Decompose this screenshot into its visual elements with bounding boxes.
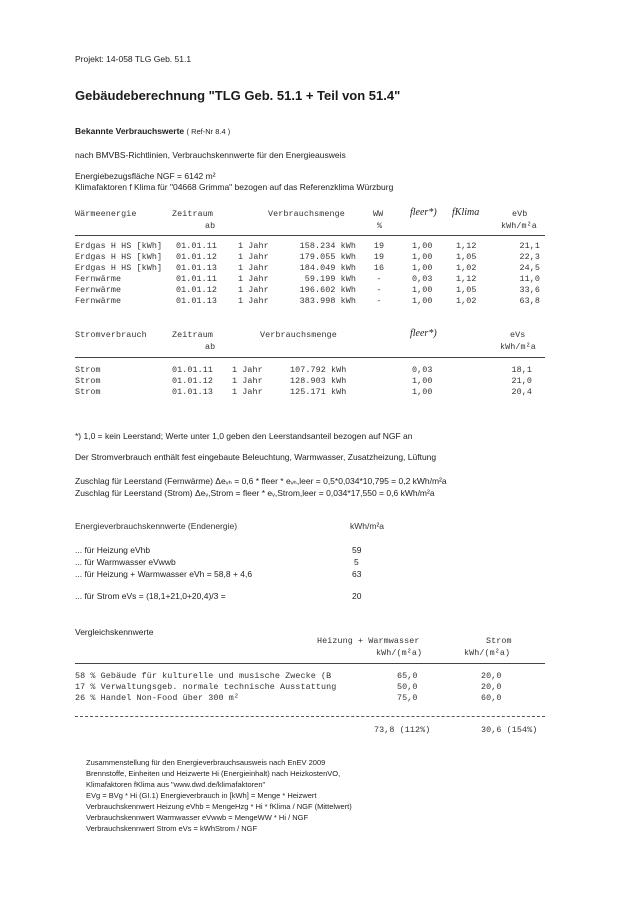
heat-row-ww: 19 — [373, 241, 385, 251]
klima-line: Klimafaktoren f Klima für "04668 Grimma" bezogen auf das Referenzklima Würzburg — [75, 182, 394, 192]
heat-row-span: 1 Jahr — [238, 263, 269, 273]
power-header-divider — [75, 357, 545, 358]
zuschlag-fernwaerme: Zuschlag für Leerstand (Fernwärme) Δeᵥₕ = 0,6 * fleer * eᵥₕ,leer = 0,5*0,034*10,795 = 0,2 kWh/m²a — [75, 476, 447, 486]
source-line: nach BMVBS-Richtlinien, Verbrauchskennwerte für den Energieausweis — [75, 150, 346, 160]
strom-info-note: Der Stromverbrauch enthält fest eingebaute Beleuchtung, Warmwasser, Zusatzheizung, Lüftung — [75, 452, 437, 462]
heat-row-span: 1 Jahr — [238, 274, 269, 284]
heat-row-date: 01.01.13 — [176, 263, 218, 273]
heat-row-fklima: 1,12 — [456, 274, 477, 284]
ngf-line: Energiebezugsfläche NGF = 6142 m² — [75, 171, 216, 181]
power-row-energy: Strom — [75, 387, 101, 397]
kennwert-label: ... für Heizung + Warmwasser eVh = 58,8 + 4,6 — [75, 569, 253, 579]
heat-row-date: 01.01.13 — [176, 296, 218, 306]
vergleich-col-strom-unit: kWh/(m²a) — [464, 648, 511, 658]
kennwert-label: ... für Heizung eVhb — [75, 545, 151, 555]
power-row-date: 01.01.13 — [172, 387, 214, 397]
heat-row-date: 01.01.12 — [176, 285, 218, 295]
vergleich-row-label: 26 % Handel Non-Food über 300 m² — [75, 693, 240, 703]
footer-line: EVg = BVg * Hi (GI.1) Energieverbrauch in [kWh] = Menge * Heizwert — [86, 791, 317, 800]
power-col-fleer: fleer*) — [410, 328, 437, 339]
heat-row-fklima: 1,05 — [456, 252, 477, 262]
power-col-evs-unit: kWh/m²a — [500, 342, 536, 352]
heat-row-energy: Erdgas H HS [kWh] — [75, 241, 163, 251]
power-row-span: 1 Jahr — [232, 365, 263, 375]
heat-row-evb: 63,8 — [519, 296, 540, 306]
power-row-fleer: 0,03 — [412, 365, 433, 375]
heat-col-ww: WW — [373, 209, 384, 219]
heat-col-period-sub: ab — [205, 221, 216, 231]
heat-row-fleer: 1,00 — [412, 296, 433, 306]
power-row-amount: 125.171 kWh — [290, 387, 347, 397]
heat-row-evb: 22,3 — [519, 252, 540, 262]
vergleich-header-divider — [75, 663, 545, 664]
heat-row-energy: Erdgas H HS [kWh] — [75, 252, 163, 262]
footer-line: Brennstoffe, Einheiten und Heizwerte Hi (Energieinhalt) nach HeizkostenVO, — [86, 769, 341, 778]
power-row-evs: 21,0 — [511, 376, 532, 386]
heat-row-ww: - — [376, 285, 382, 295]
vergleich-col-heat: Heizung + Warmwasser — [317, 636, 420, 646]
heat-row-energy: Erdgas H HS [kWh] — [75, 263, 163, 273]
heat-row-fklima: 1,12 — [456, 241, 477, 251]
vergleich-row-label: 58 % Gebäude für kulturelle und musische Zwecke (B — [75, 671, 332, 681]
power-row-span: 1 Jahr — [232, 376, 263, 386]
vergleich-row-strom: 20,0 — [481, 671, 502, 681]
heat-col-fleer: fleer*) — [410, 207, 437, 218]
kennwert-label: ... für Strom eVs = (18,1+21,0+20,4)/3 = — [75, 591, 226, 601]
power-row-energy: Strom — [75, 376, 101, 386]
footer-line: Zusammenstellung für den Energieverbrauchsausweis nach EnEV 2009 — [86, 758, 326, 767]
heat-row-evb: 33,6 — [519, 285, 540, 295]
leerstand-note: *) 1,0 = kein Leerstand; Werte unter 1,0 geben den Leerstandsanteil bezogen auf NGF an — [75, 431, 413, 441]
heat-row-date: 01.01.11 — [176, 274, 218, 284]
power-row-span: 1 Jahr — [232, 387, 263, 397]
heat-col-fklima: fKlima — [452, 207, 480, 218]
kennwerte-unit: kWh/m²a — [350, 521, 384, 531]
vergleich-row-label: 17 % Verwaltungsgeb. normale technische Ausstattung — [75, 682, 337, 692]
power-row-amount: 107.792 kWh — [290, 365, 347, 375]
heat-row-date: 01.01.11 — [176, 241, 218, 251]
heat-col-energy: Wärmeenergie — [75, 209, 137, 219]
heat-row-amount: 383.998 kWh — [299, 296, 356, 306]
heat-row-fleer: 1,00 — [412, 241, 433, 251]
heat-row-span: 1 Jahr — [238, 241, 269, 251]
known-values-ref: ( Ref-Nr 8.4 ) — [186, 127, 231, 136]
heat-row-ww: 19 — [373, 252, 385, 262]
heat-row-ww: - — [376, 296, 382, 306]
vergleich-row-heat: 75,0 — [397, 693, 418, 703]
kennwert-value: 59 — [352, 545, 362, 555]
known-values-heading — [75, 126, 230, 136]
vergleich-row-heat: 65,0 — [397, 671, 418, 681]
heat-row-fleer: 0,03 — [412, 274, 433, 284]
heat-row-amount: 59.199 kWh — [304, 274, 356, 284]
heat-row-fleer: 1,00 — [412, 285, 433, 295]
page-title: Gebäudeberechnung "TLG Geb. 51.1 + Teil von 51.4" — [75, 88, 401, 103]
heat-row-amount: 158.234 kWh — [299, 241, 356, 251]
heat-row-evb: 11,0 — [519, 274, 540, 284]
vergleich-total-heat: 73,8 (112%) — [374, 725, 431, 735]
heat-col-evb: eVb — [512, 209, 528, 219]
vergleich-row-strom: 60,0 — [481, 693, 502, 703]
heat-row-fklima: 1,02 — [456, 296, 477, 306]
heat-row-span: 1 Jahr — [238, 252, 269, 262]
vergleich-row-strom: 20,0 — [481, 682, 502, 692]
vergleich-total-divider — [75, 716, 545, 717]
vergleich-total-strom: 30,6 (154%) — [481, 725, 538, 735]
kennwerte-heading: Energieverbrauchskennwerte (Endenergie) — [75, 521, 238, 531]
power-col-consumption: Verbrauchsmenge — [260, 330, 337, 340]
kennwert-value: 5 — [354, 557, 359, 567]
kennwert-label: ... für Warmwasser eVwwb — [75, 557, 176, 567]
vergleich-col-heat-unit: kWh/(m²a) — [376, 648, 423, 658]
power-row-date: 01.01.12 — [172, 376, 214, 386]
power-row-fleer: 1,00 — [412, 387, 433, 397]
heat-row-date: 01.01.12 — [176, 252, 218, 262]
heat-row-ww: - — [376, 274, 382, 284]
heat-header-divider — [75, 235, 545, 236]
footer-line: Klimafaktoren fKlima aus "www.dwd.de/klimafaktoren" — [86, 780, 266, 789]
project-line: Projekt: 14-058 TLG Geb. 51.1 — [75, 54, 192, 64]
power-row-evs: 18,1 — [511, 365, 532, 375]
heat-row-energy: Fernwärme — [75, 285, 122, 295]
power-row-amount: 128.903 kWh — [290, 376, 347, 386]
power-row-energy: Strom — [75, 365, 101, 375]
vergleich-col-strom: Strom — [486, 636, 512, 646]
footer-line: Verbrauchskennwert Strom eVs = kWhStrom / NGF — [86, 824, 258, 833]
heat-col-evb-unit: kWh/m²a — [501, 221, 537, 231]
heat-row-span: 1 Jahr — [238, 296, 269, 306]
heat-row-span: 1 Jahr — [238, 285, 269, 295]
heat-col-consumption: Verbrauchsmenge — [268, 209, 345, 219]
vergleich-row-heat: 50,0 — [397, 682, 418, 692]
power-row-evs: 20,4 — [511, 387, 532, 397]
kennwert-value: 20 — [352, 591, 362, 601]
zuschlag-strom: Zuschlag für Leerstand (Strom) Δeᵥ,Strom = fleer * eᵥ,Strom,leer = 0,034*17,550 = 0,6 kWh/m²a — [75, 488, 435, 498]
heat-row-evb: 21,1 — [519, 241, 540, 251]
heat-row-ww: 16 — [373, 263, 385, 273]
heat-row-fklima: 1,05 — [456, 285, 477, 295]
heat-row-energy: Fernwärme — [75, 274, 122, 284]
footer-line: Verbrauchskennwert Heizung eVhb = MengeHzg * Hi * fKlima / NGF (Mittelwert) — [86, 802, 352, 811]
power-row-date: 01.01.11 — [172, 365, 214, 375]
known-values-title: Bekannte Verbrauchswerte — [75, 126, 185, 136]
heat-row-fleer: 1,00 — [412, 252, 433, 262]
heat-row-fleer: 1,00 — [412, 263, 433, 273]
footer-line: Verbrauchskennwert Warmwasser eVwwb = MengeWW * Hi / NGF — [86, 813, 309, 822]
power-col-period: Zeitraum — [172, 330, 214, 340]
power-col-energy: Stromverbrauch — [75, 330, 147, 340]
heat-row-amount: 184.049 kWh — [299, 263, 356, 273]
power-row-fleer: 1,00 — [412, 376, 433, 386]
heat-row-amount: 196.602 kWh — [299, 285, 356, 295]
vergleich-heading: Vergleichskennwerte — [75, 627, 154, 637]
heat-col-ww-sub: % — [377, 221, 383, 231]
power-col-evs: eVs — [510, 330, 526, 340]
heat-col-period: Zeitraum — [172, 209, 214, 219]
heat-row-energy: Fernwärme — [75, 296, 122, 306]
heat-row-amount: 179.055 kWh — [299, 252, 356, 262]
power-col-period-sub: ab — [205, 342, 216, 352]
kennwert-value: 63 — [352, 569, 362, 579]
heat-row-evb: 24,5 — [519, 263, 540, 273]
heat-row-fklima: 1,02 — [456, 263, 477, 273]
